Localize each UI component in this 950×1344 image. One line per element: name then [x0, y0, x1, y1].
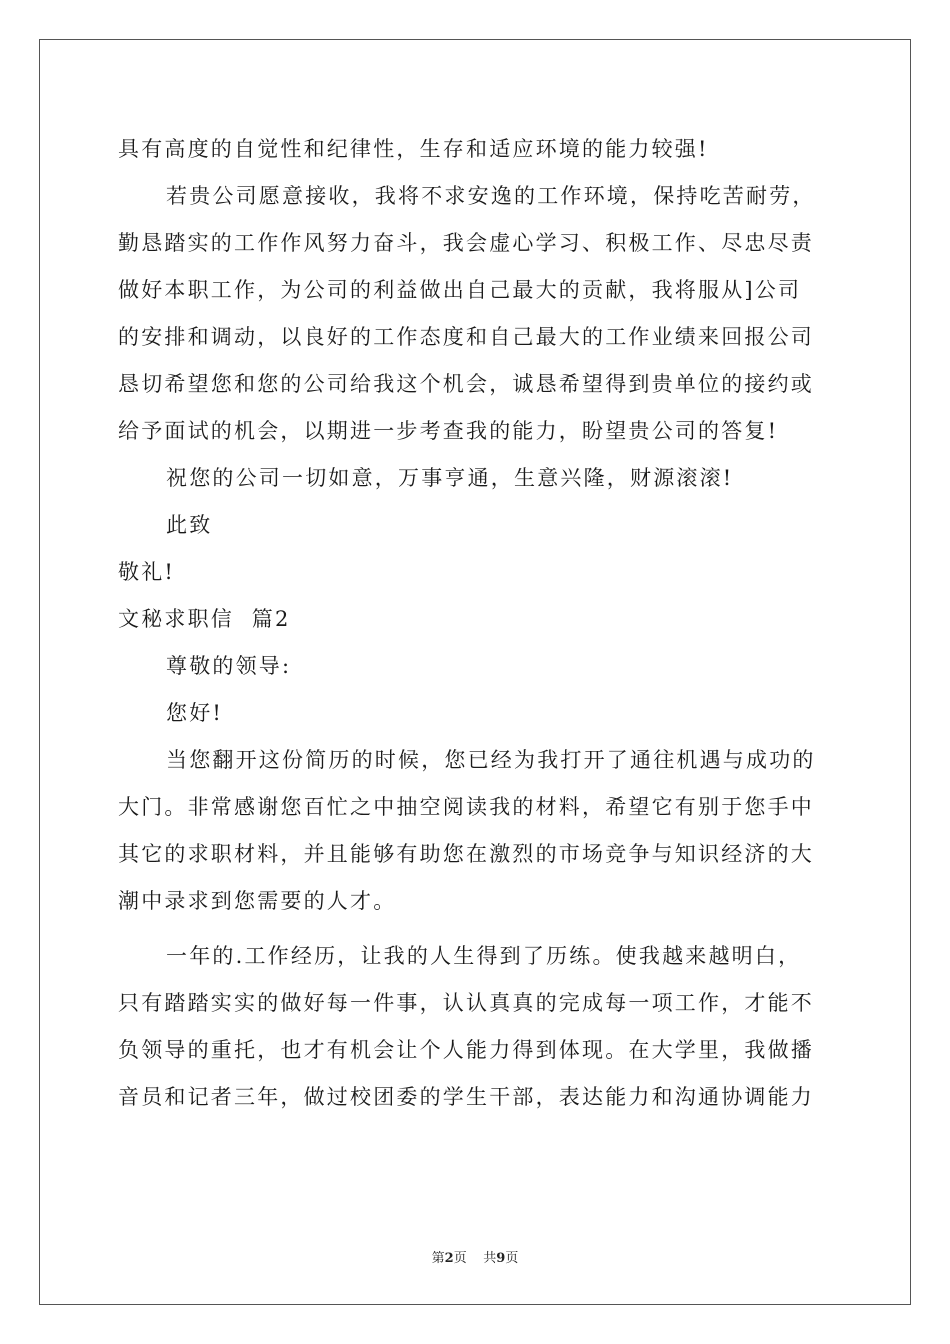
section-heading: 文秘求职信 篇2: [118, 607, 291, 631]
paragraph-line: 音员和记者三年，做过校团委的学生干部，表达能力和沟通协调能力: [118, 1085, 814, 1109]
footer-total-unit: 页: [505, 1251, 519, 1266]
paragraph-line: 做好本职工作，为公司的利益做出自己最大的贡献，我将服从]公司: [118, 278, 802, 302]
footer-total-prefix: 共: [483, 1251, 497, 1266]
paragraph-line: 恳切希望您和您的公司给我这个机会，诚恳希望得到贵单位的接约或: [118, 372, 814, 396]
page-footer: [0, 1247, 950, 1266]
paragraph-line: 潮中录求到您需要的人才。: [118, 889, 397, 913]
greeting: 尊敬的领导:: [166, 654, 292, 678]
document-body: [118, 126, 834, 1121]
paragraph-line: 若贵公司愿意接收，我将不求安逸的工作环境，保持吃苦耐劳，: [166, 184, 816, 208]
paragraph-line: 祝您的公司一切如意，万事亨通，生意兴隆，财源滚滚!: [166, 466, 734, 490]
greeting-hello: 您好!: [166, 701, 224, 725]
paragraph-line: 一年的.工作经历，让我的人生得到了历练。使我越来越明白，: [166, 944, 802, 968]
paragraph-line: 勤恳踏实的工作作风努力奋斗，我会虚心学习、积极工作、尽忠尽责: [118, 231, 814, 255]
footer-page-unit: 页: [453, 1251, 467, 1266]
paragraph-line: 给予面试的机会，以期进一步考查我的能力，盼望贵公司的答复!: [118, 419, 779, 443]
paragraph-line: 当您翻开这份简历的时候，您已经为我打开了通往机遇与成功的: [166, 748, 816, 772]
paragraph-line: 负领导的重托，也才有机会让个人能力得到体现。在大学里，我做播: [118, 1038, 814, 1062]
footer-prefix: 第: [431, 1251, 445, 1266]
footer-page-number: 2: [444, 1251, 454, 1266]
paragraph-line: 其它的求职材料，并且能够有助您在激烈的市场竞争与知识经济的大: [118, 842, 814, 866]
closing-regards: 敬礼!: [118, 560, 176, 584]
paragraph-line: 大门。非常感谢您百忙之中抽空阅读我的材料，希望它有别于您手中: [118, 795, 814, 819]
paragraph-line: 具有高度的自觉性和纪律性，生存和适应环境的能力较强!: [118, 137, 709, 161]
closing-salutation: 此致: [166, 513, 213, 537]
paragraph-line: 只有踏踏实实的做好每一件事，认认真真的完成每一项工作，才能不: [118, 991, 814, 1015]
footer-total-pages: 9: [496, 1251, 506, 1266]
paragraph-line: 的安排和调动，以良好的工作态度和自己最大的工作业绩来回报公司: [118, 325, 814, 349]
